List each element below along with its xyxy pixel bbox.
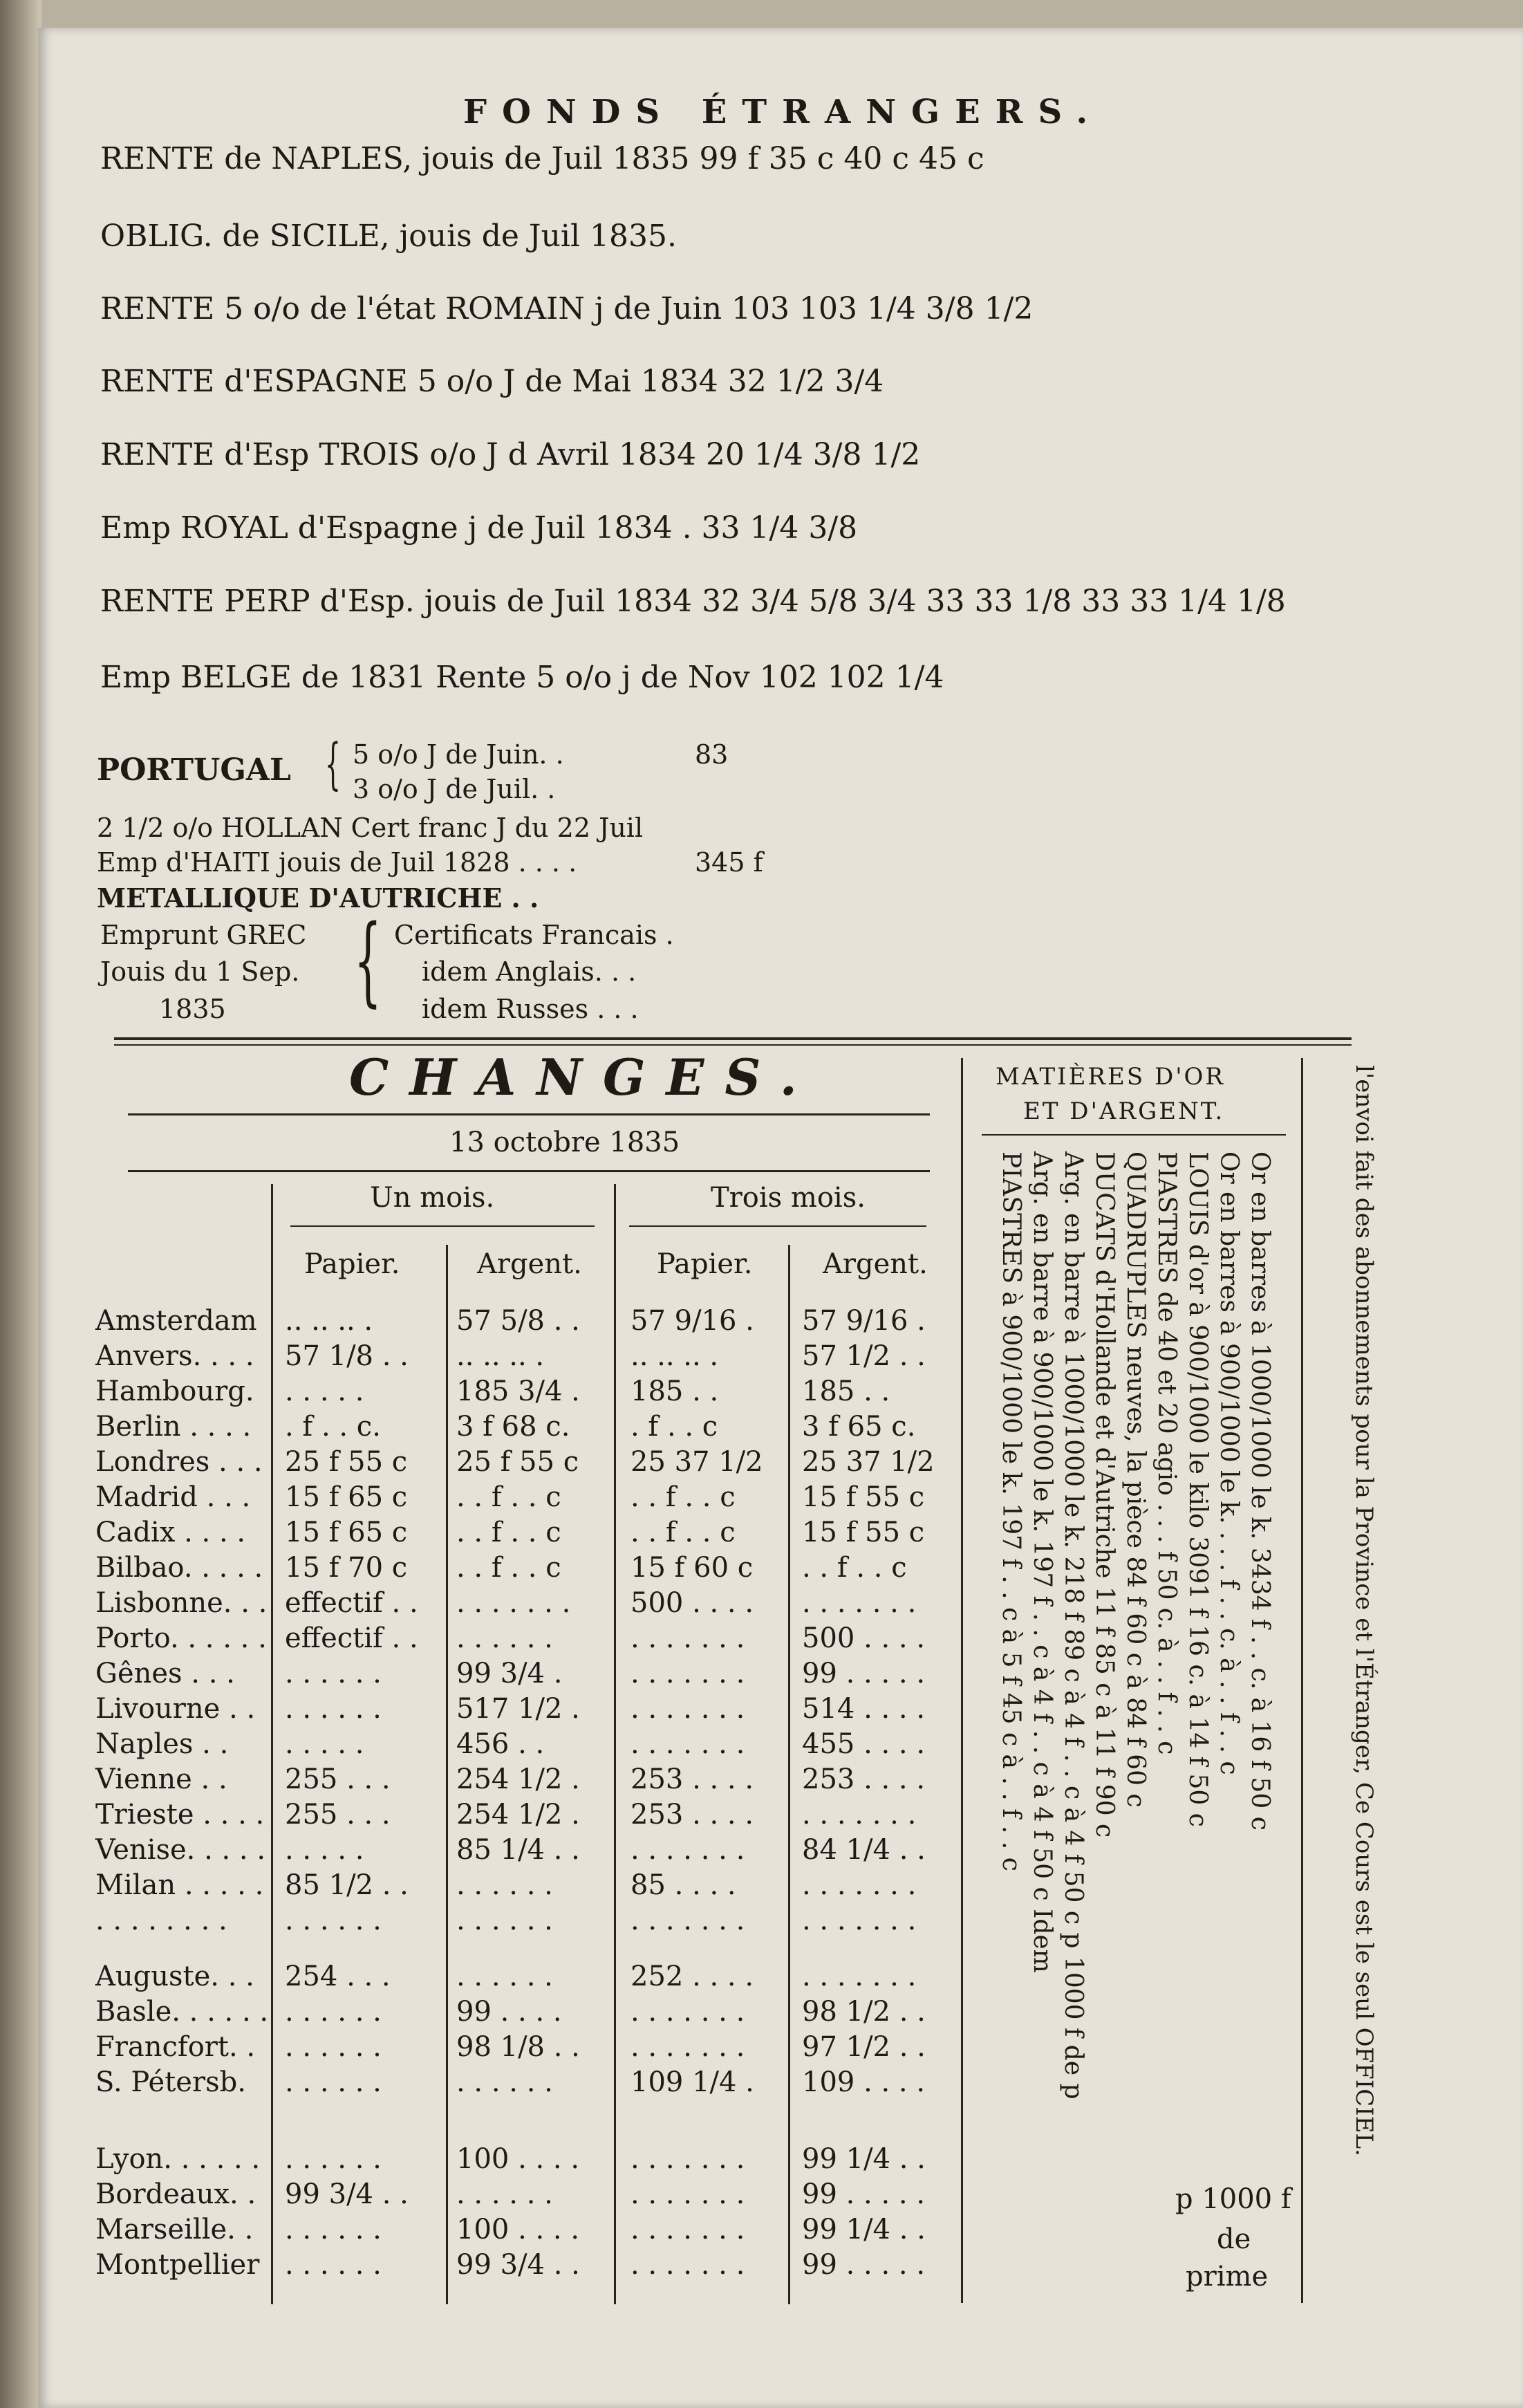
changes-cell: . . f . . c bbox=[630, 1517, 736, 1548]
changes-cell: 57 9/16 . bbox=[630, 1305, 754, 1337]
changes-cell: . . . . . . bbox=[285, 1693, 382, 1725]
changes-city: Porto. . . . . . bbox=[95, 1622, 267, 1654]
changes-cell: 99 . . . . . bbox=[802, 2178, 926, 2210]
changes-cell: . . f . . c bbox=[456, 1481, 561, 1513]
changes-city: Londres . . . bbox=[95, 1446, 263, 1478]
column-rule bbox=[1301, 1058, 1303, 2303]
papier-header: Papier. bbox=[657, 1248, 753, 1280]
column-rule bbox=[961, 1058, 963, 2303]
changes-cell: 514 . . . . bbox=[802, 1693, 926, 1725]
changes-cell: 99 3/4 . bbox=[456, 1658, 563, 1689]
matieres-title: MATIÈRES D'OR bbox=[996, 1063, 1226, 1091]
rule bbox=[290, 1225, 595, 1227]
changes-cell: 99 . . . . . bbox=[802, 2249, 926, 2281]
changes-cell: 98 1/2 . . bbox=[802, 1996, 926, 2028]
changes-cell: . . . . . . . bbox=[630, 2143, 745, 2175]
matieres-title: ET D'ARGENT. bbox=[1023, 1098, 1225, 1125]
changes-cell: 456 . . bbox=[456, 1728, 545, 1760]
changes-cell: . . . . . . . bbox=[802, 1869, 917, 1901]
changes-cell: . . . . . . . bbox=[630, 2031, 745, 2063]
changes-cell: . . . . . . bbox=[285, 2031, 382, 2063]
fonds-line: OBLIG. de SICILE, jouis de Juil 1835. bbox=[100, 219, 678, 254]
changes-cell: . . . . . . bbox=[285, 1996, 382, 2028]
changes-cell: 99 . . . . . bbox=[802, 1658, 926, 1689]
matieres-line: PIASTRES à 900/1000 le k. 197 f . . c à 5 f 45 c à . . f . . c bbox=[997, 1151, 1025, 1871]
changes-cell: 97 1/2 . . bbox=[802, 2031, 926, 2063]
changes-cell: . f . . c bbox=[630, 1411, 718, 1443]
changes-cell: 185 3/4 . bbox=[456, 1376, 580, 1407]
changes-cell: 185 . . bbox=[802, 1376, 890, 1407]
changes-city: Anvers. . . . bbox=[95, 1340, 254, 1372]
changes-cell: 57 5/8 . . bbox=[456, 1305, 580, 1337]
changes-cell: 255 . . . bbox=[285, 1799, 391, 1831]
matieres-line: LOUIS d'or à 900/1000 le kilo 3091 f 16 c. à 14 f 50 c bbox=[1184, 1151, 1212, 1827]
matieres-line: DUCATS d'Hollande et d'Autriche 11 f 85 c à 11 f 90 c bbox=[1090, 1151, 1119, 1838]
haiti-line: Emp d'HAITI jouis de Juil 1828 . . . . bbox=[97, 847, 577, 878]
changes-city: S. Pétersb. bbox=[95, 2066, 246, 2098]
changes-cell: . . . . . . bbox=[456, 2178, 553, 2210]
changes-cell: 25 f 55 c bbox=[456, 1446, 579, 1478]
changes-city: Auguste. . . bbox=[95, 1961, 254, 1992]
changes-cell: . . . . . . . bbox=[630, 1658, 745, 1689]
changes-cell: 109 1/4 . bbox=[630, 2066, 754, 2098]
grec-right: Certificats Francais . bbox=[394, 920, 674, 950]
changes-cell: effectif . . bbox=[285, 1587, 418, 1619]
changes-title: CHANGES. bbox=[349, 1048, 818, 1106]
matieres-line: QUADRUPLES neuves, la pièce 84 f 60 c à 84 f 60 c bbox=[1121, 1151, 1150, 1808]
changes-cell: . . . . . . . bbox=[630, 2178, 745, 2210]
column-rule bbox=[446, 1245, 448, 2304]
changes-cell: 253 . . . . bbox=[630, 1799, 754, 1831]
section-rule bbox=[114, 1044, 1352, 1046]
book-spine bbox=[0, 0, 41, 2408]
changes-date: 13 octobre 1835 bbox=[449, 1127, 680, 1158]
brace: { bbox=[325, 732, 341, 796]
fonds-line: RENTE 5 o/o de l'état ROMAIN j de Juin 103 103 1/4 3/8 1/2 bbox=[100, 291, 1034, 326]
brace: { bbox=[354, 905, 382, 1017]
changes-city: Bilbao. . . . . bbox=[95, 1552, 263, 1584]
changes-cell: 85 1/4 . . bbox=[456, 1834, 580, 1866]
changes-cell: 25 f 55 c bbox=[285, 1446, 408, 1478]
changes-cell: 255 . . . bbox=[285, 1763, 391, 1795]
changes-cell: . . . . . . . bbox=[802, 1799, 917, 1831]
rule bbox=[629, 1225, 926, 1227]
changes-cell: 15 f 55 c bbox=[802, 1481, 925, 1513]
changes-cell: . . . . . . bbox=[456, 1869, 553, 1901]
changes-cell: 84 1/4 . . bbox=[802, 1834, 926, 1866]
trois-mois-header: Trois mois. bbox=[711, 1182, 866, 1214]
changes-cell: 100 . . . . bbox=[456, 2143, 580, 2175]
changes-cell: 99 1/4 . . bbox=[802, 2214, 926, 2245]
fonds-line: RENTE d'Esp TROIS o/o J d Avril 1834 20 1/4 3/8 1/2 bbox=[100, 437, 921, 472]
metallique-line: METALLIQUE D'AUTRICHE . . bbox=[97, 882, 539, 914]
changes-cell: . . . . . . . bbox=[630, 1834, 745, 1866]
changes-cell: 99 3/4 . . bbox=[285, 2178, 409, 2210]
changes-cell: . . f . . c bbox=[802, 1552, 907, 1584]
changes-cell: .. .. .. . bbox=[285, 1305, 373, 1337]
changes-cell: 99 3/4 . . bbox=[456, 2249, 580, 2281]
portugal-line: 5 o/o J de Juin. . bbox=[353, 739, 564, 770]
changes-cell: . . . . . . bbox=[285, 1658, 382, 1689]
changes-cell: 3 f 65 c. bbox=[802, 1411, 916, 1443]
changes-cell: . . . . . . bbox=[285, 2066, 382, 2098]
changes-cell: 500 . . . . bbox=[802, 1622, 926, 1654]
changes-city: Bordeaux. . bbox=[95, 2178, 256, 2210]
grec-right: idem Anglais. . . bbox=[422, 956, 637, 987]
grec-left: 1835 bbox=[159, 994, 226, 1024]
changes-cell: . . . . . . . bbox=[630, 2214, 745, 2245]
changes-cell: 15 f 60 c bbox=[630, 1552, 754, 1584]
changes-cell: . . f . . c bbox=[630, 1481, 736, 1513]
changes-cell: . . . . . . . bbox=[630, 1728, 745, 1760]
changes-cell: 109 . . . . bbox=[802, 2066, 926, 2098]
section-rule bbox=[114, 1037, 1352, 1040]
portugal-label: PORTUGAL bbox=[97, 752, 291, 788]
changes-city: Basle. . . . . . bbox=[95, 1996, 269, 2028]
changes-cell: 57 9/16 . bbox=[802, 1305, 926, 1337]
changes-city: Vienne . . bbox=[95, 1763, 227, 1795]
side-note: l'envoi fait des abonnements pour la Province et l'Étranger, Ce Cours est le seul OFFICIEL. bbox=[1350, 1065, 1378, 2156]
fonds-line: Emp ROYAL d'Espagne j de Juil 1834 . 33 1/4 3/8 bbox=[100, 510, 858, 546]
changes-city: Montpellier bbox=[95, 2249, 260, 2281]
column-rule bbox=[614, 1184, 616, 2304]
changes-cell: 500 . . . . bbox=[630, 1587, 754, 1619]
argent-header: Argent. bbox=[823, 1248, 928, 1280]
changes-city: Lisbonne. . . bbox=[95, 1587, 268, 1619]
changes-cell: . . . . . . . bbox=[630, 2249, 745, 2281]
changes-cell: 99 . . . . bbox=[456, 1996, 562, 2028]
changes-cell: 15 f 65 c bbox=[285, 1481, 408, 1513]
changes-city: . . . . . . . . bbox=[95, 1905, 227, 1936]
matieres-line: Arg. en barre à 1000/1000 le k. 218 f 89 c à 4 f . . c à 4 f 50 c p 1000 f de p bbox=[1059, 1151, 1087, 2100]
changes-cell: . . . . . . bbox=[285, 2249, 382, 2281]
changes-cell: 253 . . . . bbox=[630, 1763, 754, 1795]
changes-city: Trieste . . . . bbox=[95, 1799, 265, 1831]
changes-city: Marseille. . bbox=[95, 2214, 254, 2245]
haiti-value: 345 f bbox=[695, 847, 763, 878]
changes-cell: 185 . . bbox=[630, 1376, 719, 1407]
changes-cell: . . . . . . bbox=[285, 2214, 382, 2245]
changes-cell: 15 f 70 c bbox=[285, 1552, 408, 1584]
prime-text: de bbox=[1217, 2223, 1251, 2255]
changes-city: Berlin . . . . bbox=[95, 1411, 252, 1443]
matieres-line: PIASTRES de 40 et 20 agio . . . f 50 c. à . . f . . c bbox=[1152, 1151, 1181, 1755]
changes-cell: . . . . . . . bbox=[802, 1587, 917, 1619]
prime-text: p 1000 f bbox=[1175, 2183, 1291, 2215]
changes-city: Livourne . . bbox=[95, 1693, 256, 1725]
changes-city: Gênes . . . bbox=[95, 1658, 235, 1689]
papier-header: Papier. bbox=[304, 1248, 400, 1280]
changes-cell: . . . . . . bbox=[285, 1905, 382, 1936]
portugal-line: 3 o/o J de Juil. . bbox=[353, 774, 556, 804]
changes-city: Hambourg. bbox=[95, 1376, 254, 1407]
changes-cell: 100 . . . . bbox=[456, 2214, 580, 2245]
changes-cell: 15 f 55 c bbox=[802, 1517, 925, 1548]
matieres-line: Arg. en barre à 900/1000 le k. 197 f . . c à 4 f . . c à 4 f 50 c Idem bbox=[1028, 1151, 1056, 1973]
column-rule bbox=[788, 1245, 790, 2304]
matieres-line: Or en barres à 1000/1000 le k. 3434 f . . c. à 16 f 50 c bbox=[1246, 1151, 1274, 1831]
changes-cell: 25 37 1/2 bbox=[630, 1446, 763, 1478]
changes-cell: 3 f 68 c. bbox=[456, 1411, 570, 1443]
changes-city: Naples . . bbox=[95, 1728, 229, 1760]
changes-cell: . . . . . . bbox=[456, 1622, 553, 1654]
rule bbox=[128, 1170, 930, 1172]
changes-city: Venise. . . . . bbox=[95, 1834, 266, 1866]
changes-cell: . . f . . c bbox=[456, 1517, 561, 1548]
changes-cell: 455 . . . . bbox=[802, 1728, 926, 1760]
hollan-line: 2 1/2 o/o HOLLAN Cert franc J du 22 Juil bbox=[97, 813, 644, 843]
changes-cell: 517 1/2 . bbox=[456, 1693, 580, 1725]
changes-cell: 98 1/8 . . bbox=[456, 2031, 580, 2063]
changes-cell: 253 . . . . bbox=[802, 1763, 926, 1795]
changes-cell: .. .. .. . bbox=[456, 1340, 545, 1372]
portugal-value: 83 bbox=[695, 739, 729, 770]
changes-cell: 254 1/2 . bbox=[456, 1799, 580, 1831]
grec-left: Emprunt GREC bbox=[100, 920, 307, 950]
changes-cell: . f . . c. bbox=[285, 1411, 381, 1443]
changes-city: Lyon. . . . . . bbox=[95, 2143, 261, 2175]
changes-cell: 85 1/2 . . bbox=[285, 1869, 409, 1901]
changes-cell: 15 f 65 c bbox=[285, 1517, 408, 1548]
changes-cell: .. .. .. . bbox=[630, 1340, 719, 1372]
column-rule bbox=[271, 1184, 273, 2304]
fonds-line: RENTE PERP d'Esp. jouis de Juil 1834 32 3/4 5/8 3/4 33 33 1/8 33 33 1/4 1/8 bbox=[100, 584, 1286, 619]
changes-cell: 254 1/2 . bbox=[456, 1763, 580, 1795]
changes-city: Cadix . . . . bbox=[95, 1517, 246, 1548]
changes-city: Amsterdam bbox=[95, 1305, 257, 1337]
changes-cell: effectif . . bbox=[285, 1622, 418, 1654]
changes-cell: . . . . . bbox=[285, 1376, 364, 1407]
changes-cell: 25 37 1/2 bbox=[802, 1446, 935, 1478]
prime-text: prime bbox=[1186, 2261, 1269, 2293]
changes-city: Francfort. . bbox=[95, 2031, 256, 2063]
changes-cell: . . . . . . . bbox=[630, 1996, 745, 2028]
rule bbox=[982, 1134, 1286, 1136]
changes-city: Madrid . . . bbox=[95, 1481, 251, 1513]
changes-cell: 57 1/2 . . bbox=[802, 1340, 926, 1372]
changes-cell: . . . . . . bbox=[456, 2066, 553, 2098]
changes-cell: . . . . . . . bbox=[630, 1622, 745, 1654]
changes-cell: 99 1/4 . . bbox=[802, 2143, 926, 2175]
changes-cell: 57 1/8 . . bbox=[285, 1340, 409, 1372]
changes-cell: . . . . . . . bbox=[802, 1961, 917, 1992]
changes-cell: . . . . . . . bbox=[802, 1905, 917, 1936]
matieres-line: Or en barres à 900/1000 le k. . . . f . . c. à . . f . . c bbox=[1215, 1151, 1243, 1775]
changes-cell: . . . . . . bbox=[456, 1905, 553, 1936]
fonds-line: RENTE de NAPLES, jouis de Juil 1835 99 f 35 c 40 c 45 c bbox=[100, 141, 984, 176]
changes-cell: 252 . . . . bbox=[630, 1961, 754, 1992]
changes-cell: . . f . . c bbox=[456, 1552, 561, 1584]
un-mois-header: Un mois. bbox=[370, 1182, 495, 1214]
changes-cell: . . . . . . bbox=[456, 1961, 553, 1992]
changes-cell: . . . . . bbox=[285, 1728, 364, 1760]
changes-cell: . . . . . . . bbox=[630, 1693, 745, 1725]
grec-left: Jouis du 1 Sep. bbox=[100, 956, 300, 987]
changes-cell: 254 . . . bbox=[285, 1961, 391, 1992]
changes-cell: 85 . . . . bbox=[630, 1869, 736, 1901]
changes-cell: . . . . . . . bbox=[456, 1587, 571, 1619]
changes-cell: . . . . . bbox=[285, 1834, 364, 1866]
fonds-title: FONDS ÉTRANGERS. bbox=[463, 93, 1103, 131]
fonds-line: RENTE d'ESPAGNE 5 o/o J de Mai 1834 32 1/2 3/4 bbox=[100, 364, 884, 399]
rule bbox=[128, 1113, 930, 1115]
argent-header: Argent. bbox=[477, 1248, 582, 1280]
changes-cell: . . . . . . bbox=[285, 2143, 382, 2175]
changes-city: Milan . . . . . bbox=[95, 1869, 264, 1901]
changes-cell: . . . . . . . bbox=[630, 1905, 745, 1936]
grec-right: idem Russes . . . bbox=[422, 994, 639, 1024]
fonds-line: Emp BELGE de 1831 Rente 5 o/o j de Nov 102 102 1/4 bbox=[100, 660, 944, 695]
